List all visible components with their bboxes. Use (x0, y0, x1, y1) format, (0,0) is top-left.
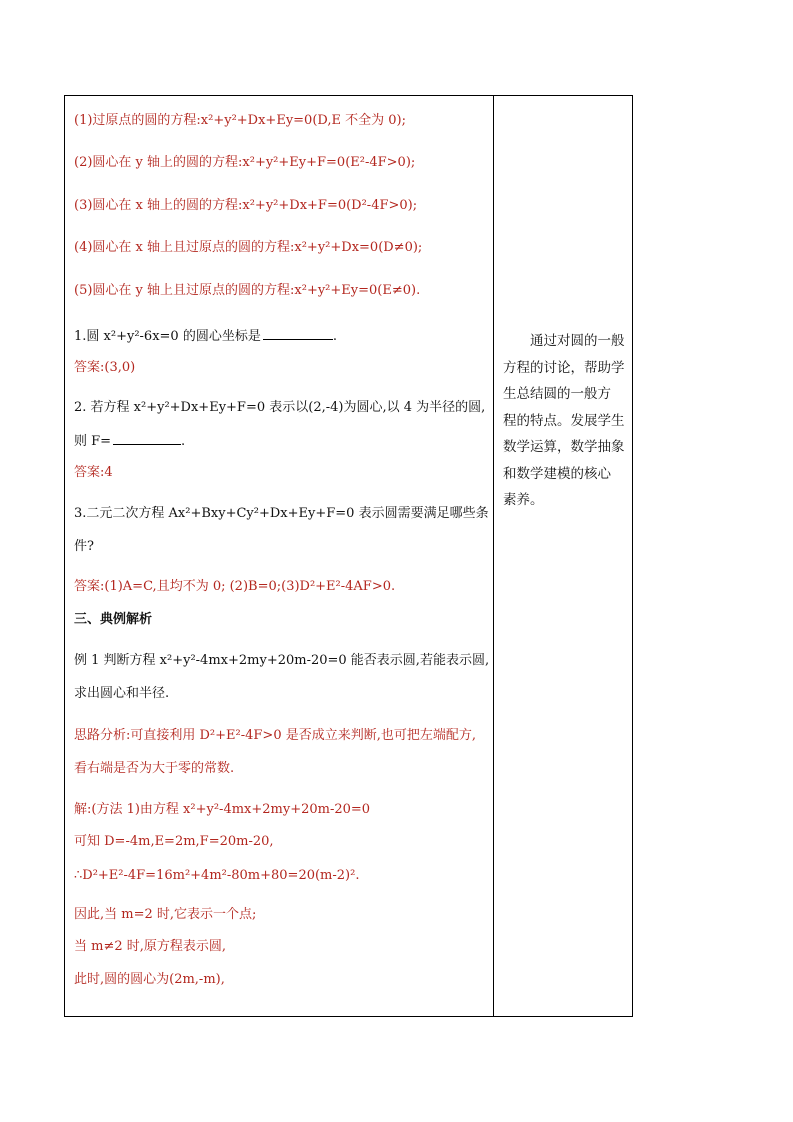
question-2-text: 则 F= (74, 434, 112, 449)
note-line-4: 程的特点。发展学生 (503, 412, 625, 429)
design-intent-note (503, 328, 627, 514)
section-heading: 三、典例解析 (74, 612, 153, 627)
question-2-line-1: 2. 若方程 x²+y²+Dx+Ey+F=0 表示以(2,-4)为圆心,以 4 为半径的圆, (74, 400, 486, 415)
note-line-5: 数学运算，数学抽象 (503, 439, 625, 455)
question-2-line-2 (74, 432, 185, 450)
answer-2: 答案:4 (74, 465, 113, 480)
column-divider (493, 96, 494, 1016)
lesson-table (64, 95, 633, 1017)
question-3-line-2: 件? (74, 539, 94, 554)
question-2-blank (113, 432, 181, 445)
answer-1: 答案:(3,0) (74, 360, 136, 375)
question-1-text: 1.圆 x²+y²-6x=0 的圆心坐标是 (74, 329, 261, 344)
note-line-3: 生总结圆的一般方 (503, 386, 611, 402)
question-1 (74, 327, 337, 345)
example-1-line-2: 求出圆心和半径. (74, 686, 170, 701)
analysis-line-2: 看右端是否为大于零的常数. (74, 761, 235, 776)
circle-form-1: (1)过原点的圆的方程:x²+y²+Dx+Ey=0(D,E 不全为 0); (74, 113, 406, 128)
circle-form-2: (2)圆心在 y 轴上的圆的方程:x²+y²+Ey+F=0(E²-4F>0); (74, 155, 416, 170)
note-line-6: 和数学建模的核心 (503, 465, 611, 482)
question-3-line-1: 3.二元二次方程 Ax²+Bxy+Cy²+Dx+Ey+F=0 表示圆需要满足哪些条 (74, 506, 489, 521)
note-line-1: 通过对圆的一般 (530, 333, 625, 349)
solution-line-6: 此时,圆的圆心为(2m,-m), (74, 972, 225, 987)
solution-line-3: ∴D²+E²-4F=16m²+4m²-80m+80=20(m-2)². (74, 868, 360, 883)
solution-line-1: 解:(方法 1)由方程 x²+y²-4mx+2my+20m-20=0 (74, 802, 371, 817)
circle-form-3: (3)圆心在 x 轴上的圆的方程:x²+y²+Dx+F=0(D²-4F>0); (74, 198, 418, 213)
note-line-2: 方程的讨论，帮助学 (503, 359, 625, 376)
example-1-line-1: 例 1 判断方程 x²+y²-4mx+2my+20m-20=0 能否表示圆,若能表示圆, (74, 653, 490, 668)
answer-3: 答案:(1)A=C,且均不为 0; (2)B=0;(3)D²+E²-4AF>0. (74, 579, 396, 594)
question-1-end: . (332, 329, 337, 344)
question-1-blank (263, 327, 333, 340)
solution-line-5: 当 m≠2 时,原方程表示圆, (74, 939, 227, 954)
note-line-7: 素养。 (503, 492, 544, 508)
question-2-end: . (181, 434, 186, 449)
circle-form-5: (5)圆心在 y 轴上且过原点的圆的方程:x²+y²+Ey=0(E≠0). (74, 283, 421, 298)
solution-line-4: 因此,当 m=2 时,它表示一个点; (74, 907, 257, 922)
solution-line-2: 可知 D=-4m,E=2m,F=20m-20, (74, 834, 274, 849)
analysis-line-1: 思路分析:可直接利用 D²+E²-4F>0 是否成立来判断,也可把左端配方, (74, 728, 476, 743)
circle-form-4: (4)圆心在 x 轴上且过原点的圆的方程:x²+y²+Dx=0(D≠0); (74, 240, 423, 255)
